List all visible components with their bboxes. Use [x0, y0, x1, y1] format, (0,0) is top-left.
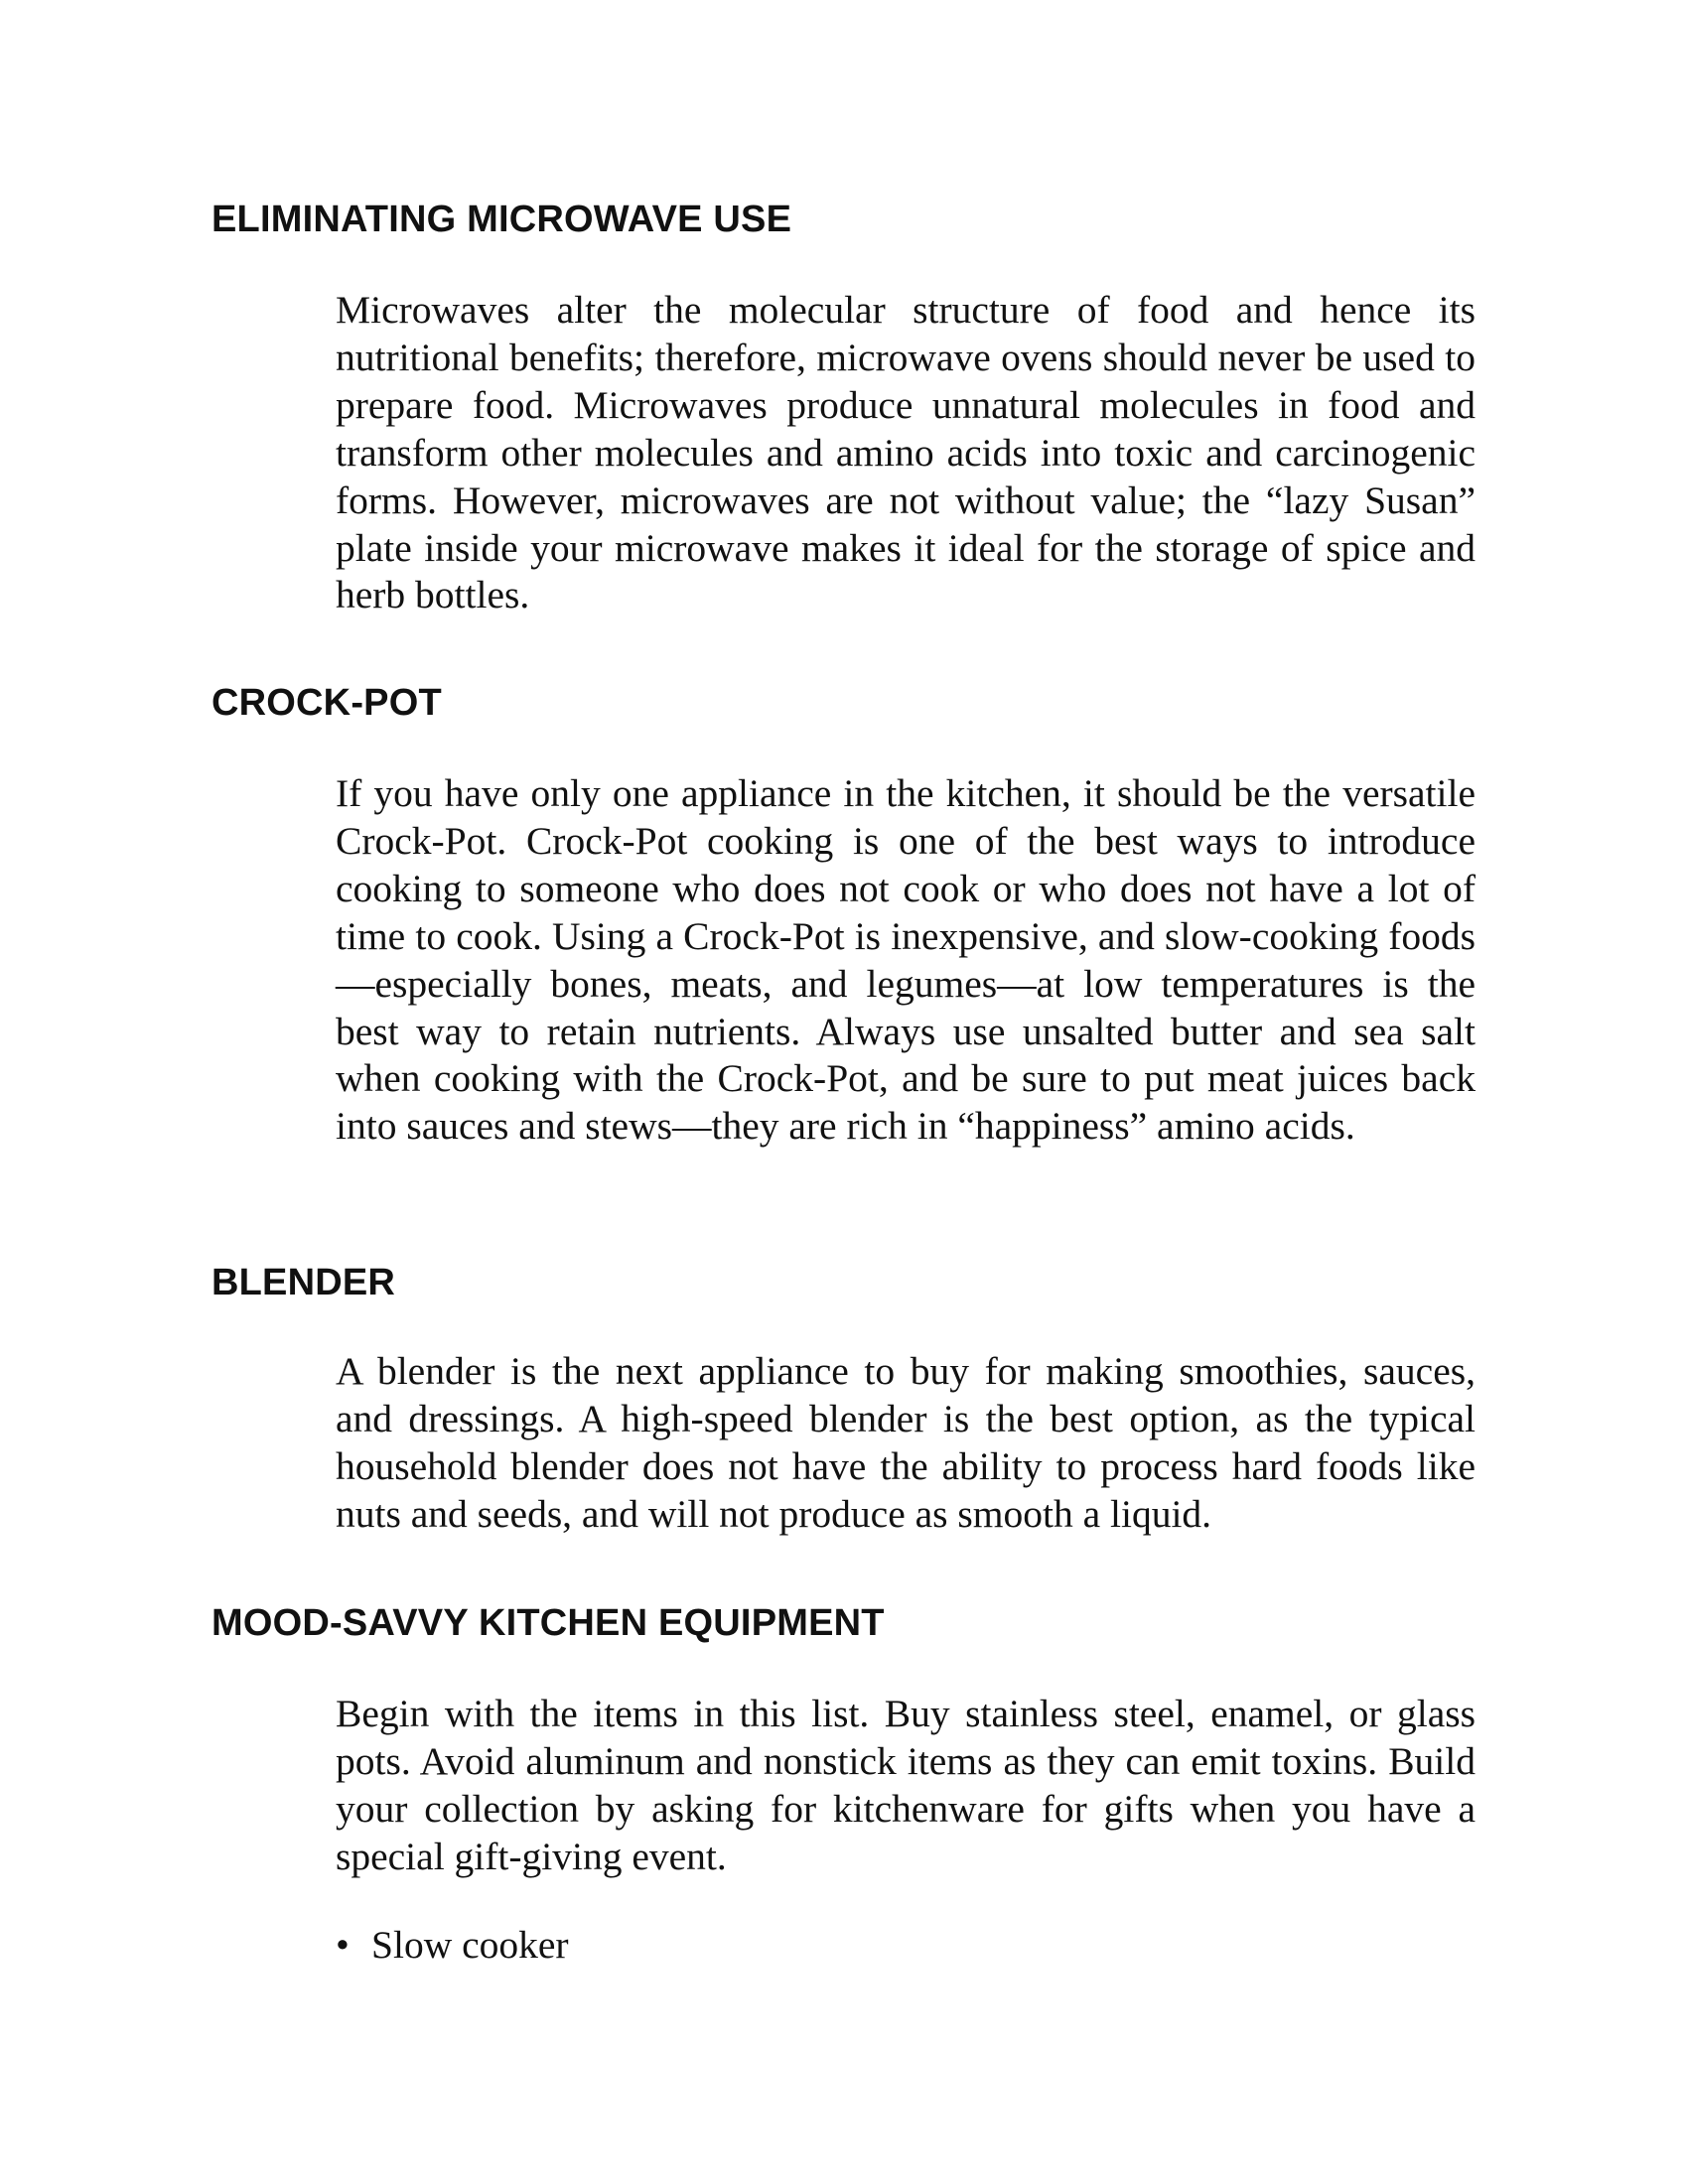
list-item-label: Slow cooker [371, 1923, 569, 1967]
paragraph-crock-pot: If you have only one appliance in the kitchen, it should be the versatile Crock-Pot. Crock-Pot cooking is one of the best ways to introduce cooking to someone who does not cook or who does not have a lot of time to cook. Using a Crock-Pot is inexpensive, and slow-cooking foods—especially bones, meats, and legumes—at low temperatures is the best way to retain nutrients. Always use unsalted butter and sea salt when cooking with the Crock-Pot, and be sure to put meat juices back into sauces and stews—they are rich in “happiness” amino acids. [336, 771, 1476, 1149]
heading-eliminating-microwave-use: ELIMINATING MICROWAVE USE [211, 199, 792, 240]
paragraph-kitchen-equipment: Begin with the items in this list. Buy stainless steel, enamel, or glass pots. Avoid aluminum and nonstick items as they can emit toxins. Build your collection by asking for kitchenware for gifts when you have a special gift-giving event. [336, 1692, 1476, 1878]
heading-mood-savvy-kitchen-equipment: MOOD-SAVVY KITCHEN EQUIPMENT [211, 1602, 885, 1644]
bullet-icon: • [336, 1923, 350, 1967]
paragraph-microwave: Microwaves alter the molecular structure of food and hence its nutritional benefits; therefore, microwave ovens should never be used to prepare food. Microwaves produce unnatural molecules in food and transform other molecules and amino acids into toxic and carcinogenic forms. However, microwaves are not without value; the “lazy Susan” plate inside your microwave makes it ideal for the storage of spice and herb bottles. [336, 288, 1476, 617]
list-item [336, 1921, 569, 1969]
heading-blender: BLENDER [211, 1262, 396, 1303]
equipment-list [336, 1921, 569, 1969]
heading-crock-pot: CROCK-POT [211, 682, 442, 724]
paragraph-blender: A blender is the next appliance to buy for making smoothies, sauces, and dressings. A high-speed blender is the best option, as the typical household blender does not have the ability to process hard foods like nuts and seeds, and will not produce as smooth a liquid. [336, 1349, 1476, 1536]
